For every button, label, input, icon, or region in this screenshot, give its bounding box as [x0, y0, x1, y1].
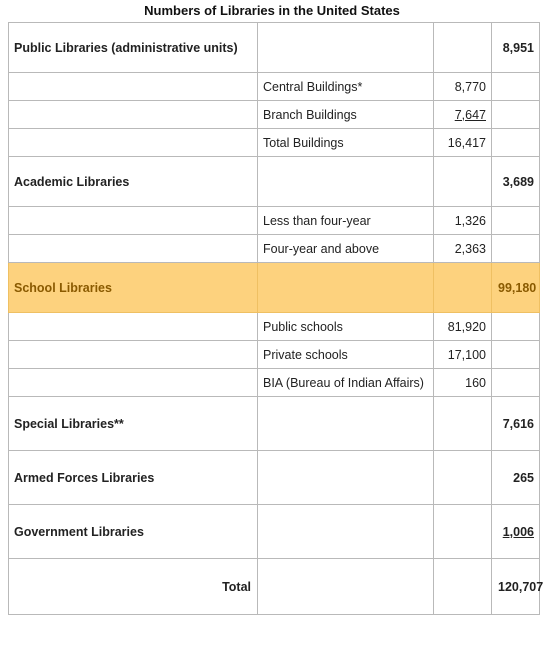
row-label-public-schools: Public schools: [258, 313, 434, 341]
table-row: [9, 313, 540, 341]
table-row: [9, 129, 540, 157]
table-row: [9, 23, 540, 73]
table-row-highlighted[interactable]: [9, 263, 540, 313]
row-label-branch-buildings: Branch Buildings: [258, 101, 434, 129]
table-row: [9, 341, 540, 369]
table-row: [9, 73, 540, 101]
row-label-total: Total: [9, 559, 258, 615]
table-row: [9, 451, 540, 505]
row-value-central-buildings: 8,770: [434, 73, 492, 101]
row-label-academic-libraries: Academic Libraries: [9, 157, 258, 207]
row-label-special-libraries: Special Libraries**: [9, 397, 258, 451]
row-label-public-libraries: Public Libraries (administrative units): [9, 23, 258, 73]
row-value-total-buildings: 16,417: [434, 129, 492, 157]
row-value-public-libraries: 8,951: [492, 23, 540, 73]
row-label-bia: BIA (Bureau of Indian Affairs): [258, 369, 434, 397]
table-row: [9, 369, 540, 397]
row-label-total-buildings: Total Buildings: [258, 129, 434, 157]
row-value-private-schools: 17,100: [434, 341, 492, 369]
row-value-armed-forces-libraries: 265: [492, 451, 540, 505]
table-row: [9, 101, 540, 129]
row-label-central-buildings: Central Buildings*: [258, 73, 434, 101]
table-row: [9, 157, 540, 207]
row-label-government-libraries: Government Libraries: [9, 505, 258, 559]
table-row: [9, 207, 540, 235]
row-label-private-schools: Private schools: [258, 341, 434, 369]
row-value-bia: 160: [434, 369, 492, 397]
row-label-armed-forces-libraries: Armed Forces Libraries: [9, 451, 258, 505]
row-value-four-year-and-above: 2,363: [434, 235, 492, 263]
row-value-branch-buildings: 7,647: [434, 101, 492, 129]
row-value-public-schools: 81,920: [434, 313, 492, 341]
table-row: [9, 505, 540, 559]
table-title: Numbers of Libraries in the United States: [144, 3, 400, 18]
row-value-less-than-four-year: 1,326: [434, 207, 492, 235]
libraries-table: [8, 22, 544, 615]
row-value-government-libraries: 1,006: [492, 505, 540, 559]
row-value-academic-libraries: 3,689: [492, 157, 540, 207]
row-label-school-libraries: School Libraries: [9, 263, 258, 313]
table-row: [9, 235, 540, 263]
row-value-school-libraries: 99,180: [492, 263, 540, 313]
row-label-less-than-four-year: Less than four-year: [258, 207, 434, 235]
table-row: [9, 397, 540, 451]
table-row-total: [9, 559, 540, 615]
row-value-special-libraries: 7,616: [492, 397, 540, 451]
row-label-four-year-and-above: Four-year and above: [258, 235, 434, 263]
row-value-total: 120,707: [492, 559, 540, 615]
